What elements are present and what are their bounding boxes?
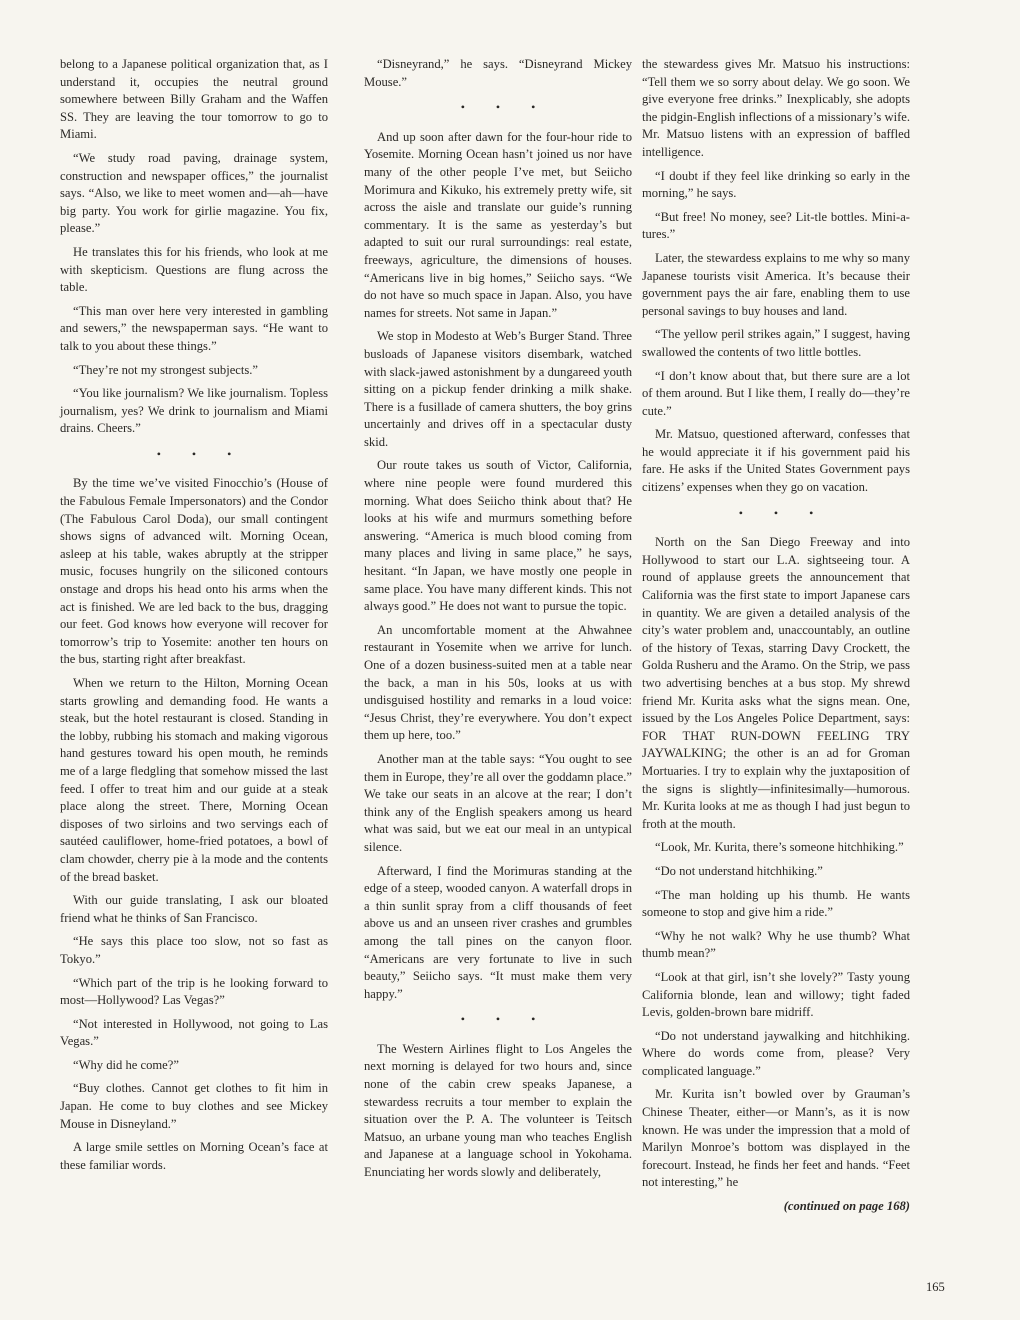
body-paragraph: “Not interested in Hollywood, not going to Las Vegas.” [60,1016,328,1049]
body-paragraph: The Western Airlines flight to Los Angeles the next morning is delayed for two hours and, since none of the cabin crew speaks Japanese, a stewardess recruits a tour member to explain the situation over the P. A. The volunteer is Teitsch Matsuo, an urbane young man who teaches English and Japanese at a language school in Yokohama. Enunciating her words slowly and deliberately, [364,1041,632,1180]
body-paragraph: Mr. Matsuo, questioned afterward, confesses that he would appreciate it if his government paid his fare. He asks if the United States Government pays citizens’ expenses when they go on vacation. [642,427,910,495]
body-paragraph: “I don’t know about that, but there sure are a lot of them around. But I like them, I really do—they’re cute.” [642,368,910,418]
body-paragraph: When we return to the Hilton, Morning Ocean starts growling and demanding food. He wants a steak, but the hotel restaurant is closed. Standing in the lobby, rubbing his stomach and making vigorous hand gestures toward his open mouth, he reminds me of a large fledgling that somehow missed the last feed. I offer to treat him and our guide at a steak place along the street. There, Morning Ocean disposes of two sirloins and two servings each of sautéed cauliflower, home-fried potatoes, a bowl of clam chowder, cherry pie à la mode and the contents of the bread basket. [60,676,328,884]
body-paragraph: By the time we’ve visited Finocchio’s (House of the Fabulous Female Impersonators) and the Condor (The Fabulous Carol Doda), our small contingent shows signs of advanced wilt. Morning Ocean, asleep at his table, wakes abruptly at the stripper music, focuses hungrily on the siliconed contours onstage and drops his head onto his arms when the act is finished. We are led back to the bus, dragging our feet. God knows how everyone will recover for tomorrow’s trip to Yosemite: another ten hours on the bus, starting right after breakfast. [60,476,328,667]
body-paragraph: With our guide translating, I ask our bloated friend what he thinks of San Francisco. [60,893,328,925]
body-paragraph: “Look, Mr. Kurita, there’s someone hitchhiking.” [655,840,904,855]
body-paragraph: “Which part of the trip is he looking forward to most—Hollywood? Las Vegas?” [60,975,328,1008]
body-paragraph: “The yellow peril strikes again,” I suggest, having swallowed the contents of two little bottles. [642,327,910,359]
section-separator: • • • [460,100,550,115]
body-paragraph: “Why did he come?” [73,1057,179,1072]
body-paragraph: “I doubt if they feel like drinking so early in the morning,” he says. [642,168,910,201]
body-paragraph: And up soon after dawn for the four-hour ride to Yosemite. Morning Ocean hasn’t joined us nor have many of the other people I’ve met, but Seiicho Morimura and Kikuko, his extremely pretty wife, sit across the aisle and translate our guide’s running commentary. It is the same as yesterday’s but adapted to suit our rural surroundings: real estate, freeways, agriculture, the dimensions of houses. “Americans live in big homes,” Seiicho says. “We do not have so much space in Japan. Also, you have names for streets. Not same in Japan.” [364,129,632,320]
body-paragraph: Later, the stewardess explains to me why so many Japanese tourists visit America. It’s because their government pays the air fare, enabling them to use personal savings to buy houses and land. [642,250,910,318]
body-paragraph: “We study road paving, drainage system, construction and newspaper offices,” the journalist says. “Also, we like to meet women and—ah—have big party. You work for girlie magazine. You fix, please.” [60,150,328,236]
body-paragraph: An uncomfortable moment at the Ahwahnee restaurant in Yosemite when we arrive for lunch. One of a dozen business-suited men at a table near the back, a man in his 50s, looks at us with undisguised hostility and remarks in a loud voice: “Jesus Christ, they’re everywhere. You don’t expect them up here, too.” [364,622,632,743]
text-column-1 [60,56,328,1180]
body-paragraph: belong to a Japanese political organization that, as I understand it, occupies the neutral ground somewhere between Billy Graham and the Waffen SS. They are leaving the tour tomorrow to go to Miami. [60,57,328,142]
body-paragraph: “But free! No money, see? Lit-tle bottles. Mini-a-tures.” [642,209,910,242]
section-separator: • • • [156,446,246,461]
body-paragraph: “Buy clothes. Cannot get clothes to fit him in Japan. He come to buy clothes and see Mickey Mouse in Disneyland.” [60,1081,328,1131]
body-paragraph: “Do not understand jaywalking and hitchhiking. Where do words come from, please? Very complicated language.” [642,1028,910,1078]
page-number: 165 [926,1280,945,1294]
body-paragraph: “He says this place too slow, not so fast as Tokyo.” [60,934,328,966]
section-separator: • • • [460,1012,550,1027]
body-paragraph: Our route takes us south of Victor, California, where nine people were found murdered this morning. What does Seiicho think about that? He looks at his wife and murmurs something before answering. “America is much blood coming from many places and living in same place,” he says, hesitant. “In Japan, we have mostly one people in same place. You have many different kinds. This not always good.” He does not want to pursue the topic. [364,458,632,614]
body-paragraph: Afterward, I find the Morimuras standing at the edge of a steep, wooded canyon. A waterfall drops in a thin sunlit spray from a cliff thousands of feet above us and an unseen river crashes and grumbles among the tall pines on the canyon floor. “Americans are very fortunate to live in such beauty,” Seiicho says. “It must make them very happy.” [364,863,632,1001]
body-paragraph: North on the San Diego Freeway and into Hollywood to start our L.A. sightseeing tour. A round of applause greets the announcement that California was the first state to import Japanese cars in quantity. We are given a detailed analysis of the city’s water problem and, unaccountably, an outline of the history of Texas, starring Davy Crockett, the Golda Rusheru and the Aramo. On the Strip, we pass two advertising benches at a bus stop. My shrewd friend Mr. Kurita asks what the signs mean. One, issued by the Los Angeles Police Department, says: FOR THAT RUN-DOWN FEELING TRY JAYWALKING; the other is an ad for Groman Mortuaries. I try to explain why the juxtaposition of the signs is slightly—infinitesimally—humorous. Mr. Kurita looks at me as though I had just begun to froth at the mouth. [642,535,910,831]
body-paragraph: A large smile settles on Morning Ocean’s face at these familiar words. [60,1140,328,1172]
text-column-3 [642,56,910,1222]
text-column-2 [364,56,632,1188]
body-paragraph: Another man at the table says: “You ought to see them in Europe, they’re all over the goddamn place.” We take our seats in an alcove at the rear; I don’t think any of the English speakers among us heard what was said, but we eat our meal in an untypical silence. [364,751,632,854]
body-paragraph: “Look at that girl, isn’t she lovely?” Tasty young California blonde, lean and willowy; tight faded Levis, golden-brown bare midriff. [642,969,910,1020]
section-separator: • • • [738,505,828,520]
body-paragraph: “The man holding up his thumb. He wants someone to stop and give him a ride.” [642,887,910,920]
body-paragraph: “Disneyrand,” he says. “Disneyrand Mickey Mouse.” [364,57,632,89]
body-paragraph: He translates this for his friends, who look at me with skepticism. Questions are flung across the table. [60,244,328,295]
body-paragraph: “Why he not walk? Why he use thumb? What thumb mean?” [642,928,910,961]
body-paragraph: We stop in Modesto at Web’s Burger Stand. Three busloads of Japanese visitors disembark, watched with slack-jawed astonishment by a dungareed youth sitting on a pickup fender drinking a milk shake. There is a fusillade of camera shutters, the boy grins uncertainly and drives off in a spectacular dusty skid. [364,329,632,449]
continuation-note: (continued on page 168) [783,1199,910,1214]
body-paragraph: “Do not understand hitchhiking.” [655,863,823,878]
body-paragraph: “You like journalism? We like journalism. Topless journalism, yes? We drink to journalism and Miami drains. Cheers.” [60,386,328,436]
body-paragraph: “They’re not my strongest subjects.” [73,362,259,377]
body-paragraph: the stewardess gives Mr. Matsuo his instructions: “Tell them we so sorry about delay. We go soon. We give everyone free drinks.” Inexplicably, she adopts the pidgin-English inflections of a missionary’s wife. Mr. Matsuo listens with an expression of baffled intelligence. [642,57,910,159]
body-paragraph: Mr. Kurita isn’t bowled over by Grauman’s Chinese Theater, either—or Mann’s, as it is now known. He was under the impression that a mold of Marilyn Monroe’s bottom was displayed in the forecourt. Instead, he finds her feet and hands. “Feet not interesting,” he [642,1087,910,1190]
body-paragraph: “This man over here very interested in gambling and sewers,” the newspaperman says. “He want to talk to you about these things.” [60,303,328,353]
